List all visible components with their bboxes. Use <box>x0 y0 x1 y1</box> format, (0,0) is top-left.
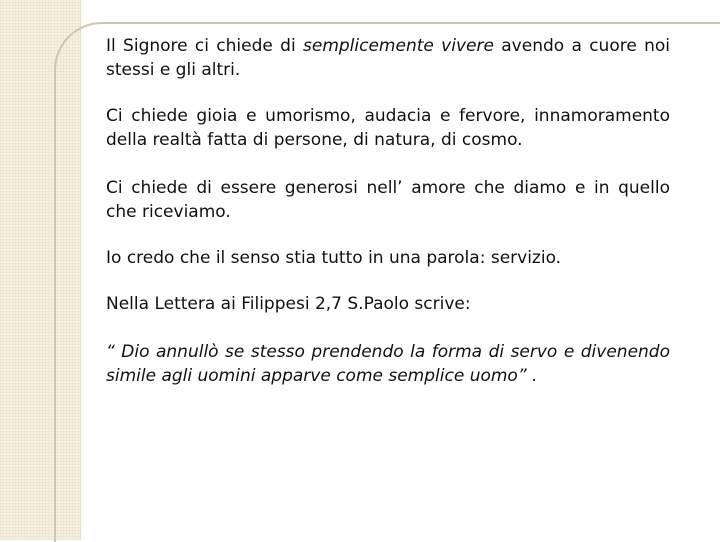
slide-content <box>106 34 670 388</box>
quote-paragraph: “ Dio annullò se stesso prendendo la forma di servo e divenendo simile agli uomini apparve come semplice uomo” . <box>106 342 670 386</box>
emphasis-semplicemente: semplicemente <box>303 36 434 56</box>
paragraph-1-before: Il Signore ci chiede di <box>106 36 303 56</box>
paragraph-4: Io credo che il senso stia tutto in una parola: servizio. <box>106 248 562 268</box>
side-band-border <box>80 0 81 540</box>
emphasis-vivere: vivere <box>441 36 494 56</box>
paragraph-1-after: avendo a cuore noi stessi e gli altri. <box>106 36 671 80</box>
paragraph-2: Ci chiede gioia e umorismo, audacia e fervore, innamoramento della realtà fatta di persone, di natura, di cosmo. <box>106 106 670 150</box>
decorative-side-band <box>0 0 80 540</box>
paragraph-3: Ci chiede di essere generosi nell’ amore che diamo e in quello che riceviamo. <box>106 178 670 222</box>
paragraph-1 <box>106 34 670 82</box>
paragraph-5: Nella Lettera ai Filippesi 2,7 S.Paolo scrive: <box>106 294 471 314</box>
